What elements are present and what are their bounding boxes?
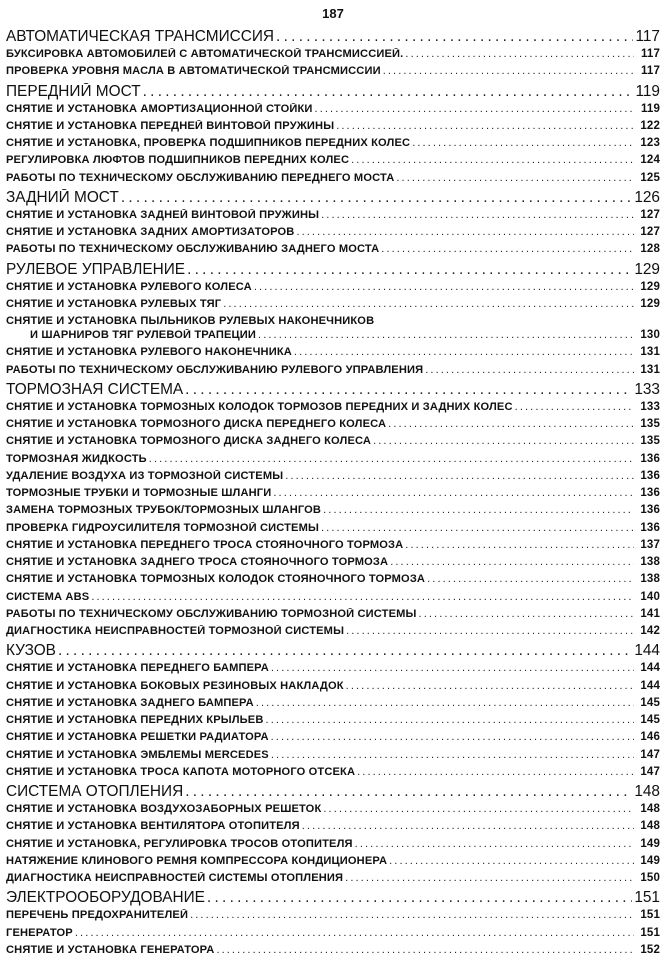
toc-entry-page: 129 bbox=[640, 297, 660, 310]
toc-entry bbox=[6, 820, 660, 837]
toc-entry bbox=[6, 487, 660, 504]
toc-entry-title: СНЯТИЕ И УСТАНОВКА РУЛЕВОГО КОЛЕСА bbox=[6, 280, 252, 293]
toc-entry bbox=[6, 556, 660, 573]
toc-entry bbox=[6, 872, 660, 889]
dot-leader bbox=[256, 697, 634, 709]
toc-entry-page: 124 bbox=[640, 154, 660, 167]
toc-entry-page: 127 bbox=[640, 226, 660, 238]
toc-entry-title: СНЯТИЕ И УСТАНОВКА ЭМБЛЕМЫ MERCEDES bbox=[6, 748, 269, 761]
toc-entry bbox=[6, 522, 660, 539]
toc-entry-page: 136 bbox=[640, 452, 660, 465]
toc-entry bbox=[6, 418, 660, 435]
toc-entry-page: 148 bbox=[640, 803, 660, 815]
toc-entry bbox=[6, 137, 660, 154]
dot-leader bbox=[515, 401, 634, 413]
toc-entry-title: СНЯТИЕ И УСТАНОВКА ПЕРЕДНИХ КРЫЛЬЕВ bbox=[6, 714, 264, 726]
toc-entry-title: СНЯТИЕ И УСТАНОВКА ТОРМОЗНЫХ КОЛОДОК СТОЯНОЧНОГО ТОРМОЗА bbox=[6, 573, 426, 586]
dot-leader bbox=[383, 65, 634, 77]
dot-leader bbox=[266, 714, 634, 726]
toc-entry bbox=[6, 944, 660, 961]
toc-entry-page: 149 bbox=[640, 854, 660, 867]
dot-leader bbox=[388, 418, 634, 430]
toc-entry bbox=[6, 608, 660, 625]
toc-entry-title: СИСТЕМА ОТОПЛЕНИЯ bbox=[6, 783, 184, 800]
toc-entry bbox=[6, 470, 660, 487]
toc-entry-page: 148 bbox=[640, 820, 660, 833]
toc-entry-title: СНЯТИЕ И УСТАНОВКА ЗАДНЕГО ТРОСА СТОЯНОЧНОГО ТОРМОЗА bbox=[6, 556, 389, 568]
table-of-contents bbox=[6, 28, 660, 961]
dot-leader bbox=[419, 608, 634, 620]
toc-entry bbox=[6, 838, 660, 855]
toc-entry-title: НАТЯЖЕНИЕ КЛИНОВОГО РЕМНЯ КОМПРЕССОРА КОНДИЦИОНЕРА bbox=[6, 854, 388, 867]
toc-entry-title: СНЯТИЕ И УСТАНОВКА ПЕРЕДНЕГО БАМПЕРА bbox=[6, 662, 269, 675]
toc-entry-title: СНЯТИЕ И УСТАНОВКА ТОРМОЗНЫХ КОЛОДОК ТОРМОЗОВ ПЕРЕДНИХ И ЗАДНИХ КОЛЕС bbox=[6, 400, 513, 413]
toc-entry-page: 150 bbox=[640, 872, 660, 884]
toc-entry-title: СНЯТИЕ И УСТАНОВКА ПЫЛЬНИКОВ РУЛЕВЫХ НАКОНЕЧНИКОВ bbox=[6, 315, 375, 327]
dot-leader bbox=[346, 680, 634, 692]
toc-entry-page: 151 bbox=[634, 889, 660, 907]
toc-entry-title: РУЛЕВОЕ УПРАВЛЕНИЕ bbox=[6, 260, 186, 278]
dot-leader bbox=[58, 642, 632, 660]
dot-leader bbox=[276, 28, 633, 46]
dot-leader bbox=[258, 329, 634, 341]
dot-leader bbox=[302, 820, 634, 832]
toc-entry bbox=[6, 48, 660, 65]
toc-entry-title: И ШАРНИРОВ ТЯГ РУЛЕВОЙ ТРАПЕЦИИ bbox=[30, 329, 257, 341]
toc-entry-page: 117 bbox=[640, 65, 660, 78]
toc-entry-page: 136 bbox=[640, 487, 660, 499]
toc-entry-page: 127 bbox=[640, 208, 660, 221]
toc-entry-page: 136 bbox=[640, 504, 660, 517]
toc-entry-title: СНЯТИЕ И УСТАНОВКА, ПРОВЕРКА ПОДШИПНИКОВ ПЕРЕДНИХ КОЛЕС bbox=[6, 137, 411, 149]
toc-entry-page: 145 bbox=[640, 696, 660, 709]
toc-entry-page: 144 bbox=[640, 679, 660, 692]
toc-entry bbox=[6, 662, 660, 679]
toc-entry-title: СНЯТИЕ И УСТАНОВКА ТОРМОЗНОГО ДИСКА ПЕРЕДНЕГО КОЛЕСА bbox=[6, 418, 387, 430]
toc-section-heading bbox=[6, 261, 660, 281]
toc-entry-title: СНЯТИЕ И УСТАНОВКА ТОРМОЗНОГО ДИСКА ЗАДНЕГО КОЛЕСА bbox=[6, 435, 372, 448]
toc-entry-page: 151 bbox=[640, 909, 660, 922]
toc-entry bbox=[6, 154, 660, 171]
toc-entry-page: 129 bbox=[634, 260, 660, 278]
toc-section-heading bbox=[6, 642, 660, 662]
toc-entry-title: БУКСИРОВКА АВТОМОБИЛЕЙ С АВТОМАТИЧЕСКОЙ ТРАНСМИССИЕЙ. bbox=[6, 48, 404, 60]
toc-entry bbox=[6, 697, 660, 714]
toc-entry-title: СНЯТИЕ И УСТАНОВКА РУЛЕВОГО НАКОНЕЧНИКА bbox=[6, 346, 292, 359]
dot-leader bbox=[381, 243, 634, 255]
dot-leader bbox=[425, 364, 634, 376]
toc-entry bbox=[6, 172, 660, 189]
toc-entry-title: СНЯТИЕ И УСТАНОВКА БОКОВЫХ РЕЗИНОВЫХ НАКЛАДОК bbox=[6, 679, 344, 692]
dot-leader bbox=[91, 591, 634, 603]
toc-entry-page: 117 bbox=[640, 48, 660, 60]
dot-leader bbox=[405, 48, 634, 60]
toc-entry-title: ЗАМЕНА ТОРМОЗНЫХ ТРУБОК/ТОРМОЗНЫХ ШЛАНГОВ bbox=[6, 504, 322, 517]
toc-entry-title: РАБОТЫ ПО ТЕХНИЧЕСКОМУ ОБСЛУЖИВАНИЮ ТОРМОЗНОЙ СИСТЕМЫ bbox=[6, 607, 417, 620]
toc-entry bbox=[6, 573, 660, 590]
toc-entry bbox=[6, 731, 660, 748]
dot-leader bbox=[271, 731, 634, 743]
dot-leader bbox=[121, 189, 633, 207]
dot-leader bbox=[323, 803, 634, 815]
toc-entry-title: ЭЛЕКТРООБОРУДОВАНИЕ bbox=[6, 889, 205, 907]
toc-entry-title: ПРОВЕРКА ГИДРОУСИЛИТЕЛЯ ТОРМОЗНОЙ СИСТЕМЫ bbox=[6, 521, 320, 534]
dot-leader bbox=[357, 766, 634, 778]
toc-entry-title: СНЯТИЕ И УСТАНОВКА ПЕРЕДНЕГО ТРОСА СТОЯНОЧНОГО ТОРМОЗА bbox=[6, 538, 404, 551]
toc-entry-page: 138 bbox=[640, 556, 660, 568]
toc-entry bbox=[6, 539, 660, 556]
dot-leader bbox=[345, 872, 634, 884]
toc-entry bbox=[6, 346, 660, 363]
toc-entry-page: 151 bbox=[640, 926, 660, 939]
toc-entry-page: 140 bbox=[640, 590, 660, 603]
toc-entry-title: СНЯТИЕ И УСТАНОВКА ПЕРЕДНЕЙ ВИНТОВОЙ ПРУЖИНЫ bbox=[6, 119, 335, 132]
dot-leader bbox=[346, 625, 634, 637]
dot-leader bbox=[396, 172, 634, 184]
toc-entry-title: СНЯТИЕ И УСТАНОВКА ЗАДНИХ АМОРТИЗАТОРОВ bbox=[6, 226, 295, 238]
toc-entry-title: СИСТЕМА ABS bbox=[6, 590, 90, 603]
toc-section-heading bbox=[6, 28, 660, 48]
toc-entry-title: РЕГУЛИРОВКА ЛЮФТОВ ПОДШИПНИКОВ ПЕРЕДНИХ КОЛЕС bbox=[6, 154, 350, 167]
toc-entry-title: СНЯТИЕ И УСТАНОВКА РЕШЕТКИ РАДИАТОРА bbox=[6, 731, 269, 744]
toc-entry bbox=[6, 315, 660, 329]
dot-leader bbox=[271, 749, 634, 761]
dot-leader bbox=[294, 346, 634, 358]
dot-leader bbox=[427, 573, 634, 585]
toc-entry-page: 148 bbox=[634, 783, 660, 800]
dot-leader bbox=[149, 453, 634, 465]
dot-leader bbox=[143, 83, 634, 101]
toc-section-heading bbox=[6, 783, 660, 803]
toc-entry bbox=[6, 298, 660, 315]
toc-entry bbox=[6, 855, 660, 872]
toc-section-heading bbox=[6, 381, 660, 401]
toc-entry-page: 122 bbox=[640, 119, 660, 132]
toc-entry-page: 126 bbox=[634, 188, 660, 206]
toc-entry bbox=[6, 766, 660, 783]
toc-entry-title: ТОРМОЗНАЯ ЖИДКОСТЬ bbox=[6, 452, 147, 465]
toc-entry bbox=[6, 103, 660, 120]
toc-entry-title: ТОРМОЗНЫЕ ТРУБКИ И ТОРМОЗНЫЕ ШЛАНГИ bbox=[6, 487, 272, 499]
toc-entry bbox=[6, 243, 660, 260]
toc-entry bbox=[6, 504, 660, 521]
toc-entry-page: 146 bbox=[640, 731, 660, 744]
toc-section-heading bbox=[6, 889, 660, 909]
dot-leader bbox=[207, 889, 632, 907]
toc-entry-title: СНЯТИЕ И УСТАНОВКА ВЕНТИЛЯТОРА ОТОПИТЕЛЯ bbox=[6, 820, 300, 833]
toc-section-heading bbox=[6, 189, 660, 209]
toc-entry-page: 119 bbox=[635, 82, 660, 100]
toc-entry-page: 149 bbox=[640, 837, 660, 850]
dot-leader bbox=[321, 522, 634, 534]
toc-entry-page: 130 bbox=[640, 329, 660, 341]
toc-entry-title: ДИАГНОСТИКА НЕИСПРАВНОСТЕЙ ТОРМОЗНОЙ СИСТЕМЫ bbox=[6, 625, 345, 637]
toc-entry-page: 117 bbox=[635, 28, 660, 45]
dot-leader bbox=[390, 556, 634, 568]
toc-entry-page: 136 bbox=[640, 521, 660, 534]
dot-leader bbox=[405, 539, 634, 551]
toc-entry-page: 136 bbox=[640, 469, 660, 482]
toc-entry bbox=[6, 680, 660, 697]
dot-leader bbox=[351, 154, 634, 166]
toc-entry-title: УДАЛЕНИЕ ВОЗДУХА ИЗ ТОРМОЗНОЙ СИСТЕМЫ bbox=[6, 469, 284, 482]
dot-leader bbox=[296, 226, 634, 238]
toc-entry-page: 129 bbox=[640, 280, 660, 293]
dot-leader bbox=[373, 435, 634, 447]
dot-leader bbox=[223, 298, 634, 310]
toc-entry-title: СНЯТИЕ И УСТАНОВКА ВОЗДУХОЗАБОРНЫХ РЕШЕТОК bbox=[6, 803, 322, 815]
dot-leader bbox=[271, 662, 634, 674]
toc-entry-page: 152 bbox=[640, 943, 660, 956]
toc-entry-title: ТОРМОЗНАЯ СИСТЕМА bbox=[6, 380, 184, 398]
toc-entry-page: 147 bbox=[640, 748, 660, 761]
toc-entry-title: ГЕНЕРАТОР bbox=[6, 926, 73, 939]
toc-entry-title: РАБОТЫ ПО ТЕХНИЧЕСКОМУ ОБСЛУЖИВАНИЮ РУЛЕВОГО УПРАВЛЕНИЯ bbox=[6, 363, 424, 376]
toc-entry-page: 135 bbox=[640, 418, 660, 430]
toc-entry-title: СНЯТИЕ И УСТАНОВКА ТРОСА КАПОТА МОТОРНОГО ОТСЕКА bbox=[6, 765, 356, 778]
toc-section-heading bbox=[6, 83, 660, 103]
toc-entry bbox=[6, 714, 660, 731]
dot-leader bbox=[412, 137, 634, 149]
toc-entry-title: СНЯТИЕ И УСТАНОВКА ГЕНЕРАТОРА bbox=[6, 943, 215, 956]
dot-leader bbox=[321, 209, 634, 221]
toc-entry bbox=[6, 329, 660, 346]
dot-leader bbox=[355, 838, 634, 850]
dot-leader bbox=[185, 783, 632, 801]
dot-leader bbox=[75, 927, 634, 939]
dot-leader bbox=[336, 120, 634, 132]
toc-entry-title: ПРОВЕРКА УРОВНЯ МАСЛА В АВТОМАТИЧЕСКОЙ ТРАНСМИССИИ bbox=[6, 65, 381, 78]
toc-entry-page: 137 bbox=[640, 538, 660, 551]
toc-entry-page: 145 bbox=[640, 714, 660, 726]
toc-entry-title: КУЗОВ bbox=[6, 642, 56, 660]
dot-leader bbox=[389, 855, 634, 867]
toc-entry-page: 133 bbox=[640, 400, 660, 413]
toc-entry-title: ДИАГНОСТИКА НЕИСПРАВНОСТЕЙ СИСТЕМЫ ОТОПЛЕНИЯ bbox=[6, 872, 344, 884]
toc-entry-title: ПЕРЕДНИЙ МОСТ bbox=[6, 82, 141, 100]
toc-entry-title: ЗАДНИЙ МОСТ bbox=[6, 188, 119, 206]
toc-entry bbox=[6, 364, 660, 381]
toc-entry-title: АВТОМАТИЧЕСКАЯ ТРАНСМИССИЯ bbox=[6, 28, 275, 45]
dot-leader bbox=[323, 504, 634, 516]
toc-entry-title: СНЯТИЕ И УСТАНОВКА, РЕГУЛИРОВКА ТРОСОВ ОТОПИТЕЛЯ bbox=[6, 837, 353, 850]
toc-entry bbox=[6, 65, 660, 82]
toc-entry-page: 142 bbox=[640, 625, 660, 637]
toc-entry-title: СНЯТИЕ И УСТАНОВКА РУЛЕВЫХ ТЯГ bbox=[6, 297, 222, 310]
toc-entry-page: 131 bbox=[640, 363, 660, 376]
toc-entry bbox=[6, 226, 660, 243]
dot-leader bbox=[285, 470, 634, 482]
toc-entry bbox=[6, 435, 660, 452]
toc-entry-page: 125 bbox=[640, 171, 660, 184]
toc-entry bbox=[6, 120, 660, 137]
toc-entry-page: 147 bbox=[640, 765, 660, 778]
toc-entry bbox=[6, 909, 660, 926]
toc-entry-title: СНЯТИЕ И УСТАНОВКА ЗАДНЕГО БАМПЕРА bbox=[6, 696, 254, 709]
toc-entry-title: СНЯТИЕ И УСТАНОВКА ЗАДНЕЙ ВИНТОВОЙ ПРУЖИНЫ bbox=[6, 208, 320, 221]
toc-entry-page: 119 bbox=[640, 102, 660, 115]
toc-entry-page: 123 bbox=[640, 137, 660, 149]
toc-entry bbox=[6, 927, 660, 944]
toc-entry-page: 141 bbox=[640, 607, 660, 620]
toc-entry-title: РАБОТЫ ПО ТЕХНИЧЕСКОМУ ОБСЛУЖИВАНИЮ ПЕРЕДНЕГО МОСТА bbox=[6, 171, 395, 184]
toc-entry bbox=[6, 591, 660, 608]
dot-leader bbox=[216, 944, 634, 956]
toc-entry bbox=[6, 281, 660, 298]
toc-entry-title: ПЕРЕЧЕНЬ ПРЕДОХРАНИТЕЛЕЙ bbox=[6, 909, 189, 922]
toc-entry-title: РАБОТЫ ПО ТЕХНИЧЕСКОМУ ОБСЛУЖИВАНИЮ ЗАДНЕГО МОСТА bbox=[6, 243, 380, 256]
toc-entry bbox=[6, 453, 660, 470]
toc-entry-page: 131 bbox=[640, 346, 660, 359]
toc-entry bbox=[6, 625, 660, 642]
toc-entry-page: 135 bbox=[640, 435, 660, 448]
dot-leader bbox=[185, 381, 632, 399]
toc-entry-page: 144 bbox=[640, 662, 660, 675]
dot-leader bbox=[254, 281, 634, 293]
toc-entry-title: СНЯТИЕ И УСТАНОВКА АМОРТИЗАЦИОННОЙ СТОЙКИ bbox=[6, 102, 313, 115]
toc-entry bbox=[6, 803, 660, 820]
dot-leader bbox=[273, 487, 634, 499]
toc-entry bbox=[6, 209, 660, 226]
dot-leader bbox=[187, 261, 632, 279]
toc-entry-page: 138 bbox=[640, 573, 660, 586]
toc-entry bbox=[6, 749, 660, 766]
dot-leader bbox=[190, 909, 634, 921]
page-number: 187 bbox=[322, 6, 344, 21]
toc-entry-page: 144 bbox=[634, 642, 660, 660]
toc-entry-page: 128 bbox=[640, 243, 660, 256]
toc-entry-page: 133 bbox=[634, 380, 660, 398]
dot-leader bbox=[315, 103, 634, 115]
toc-entry bbox=[6, 401, 660, 418]
